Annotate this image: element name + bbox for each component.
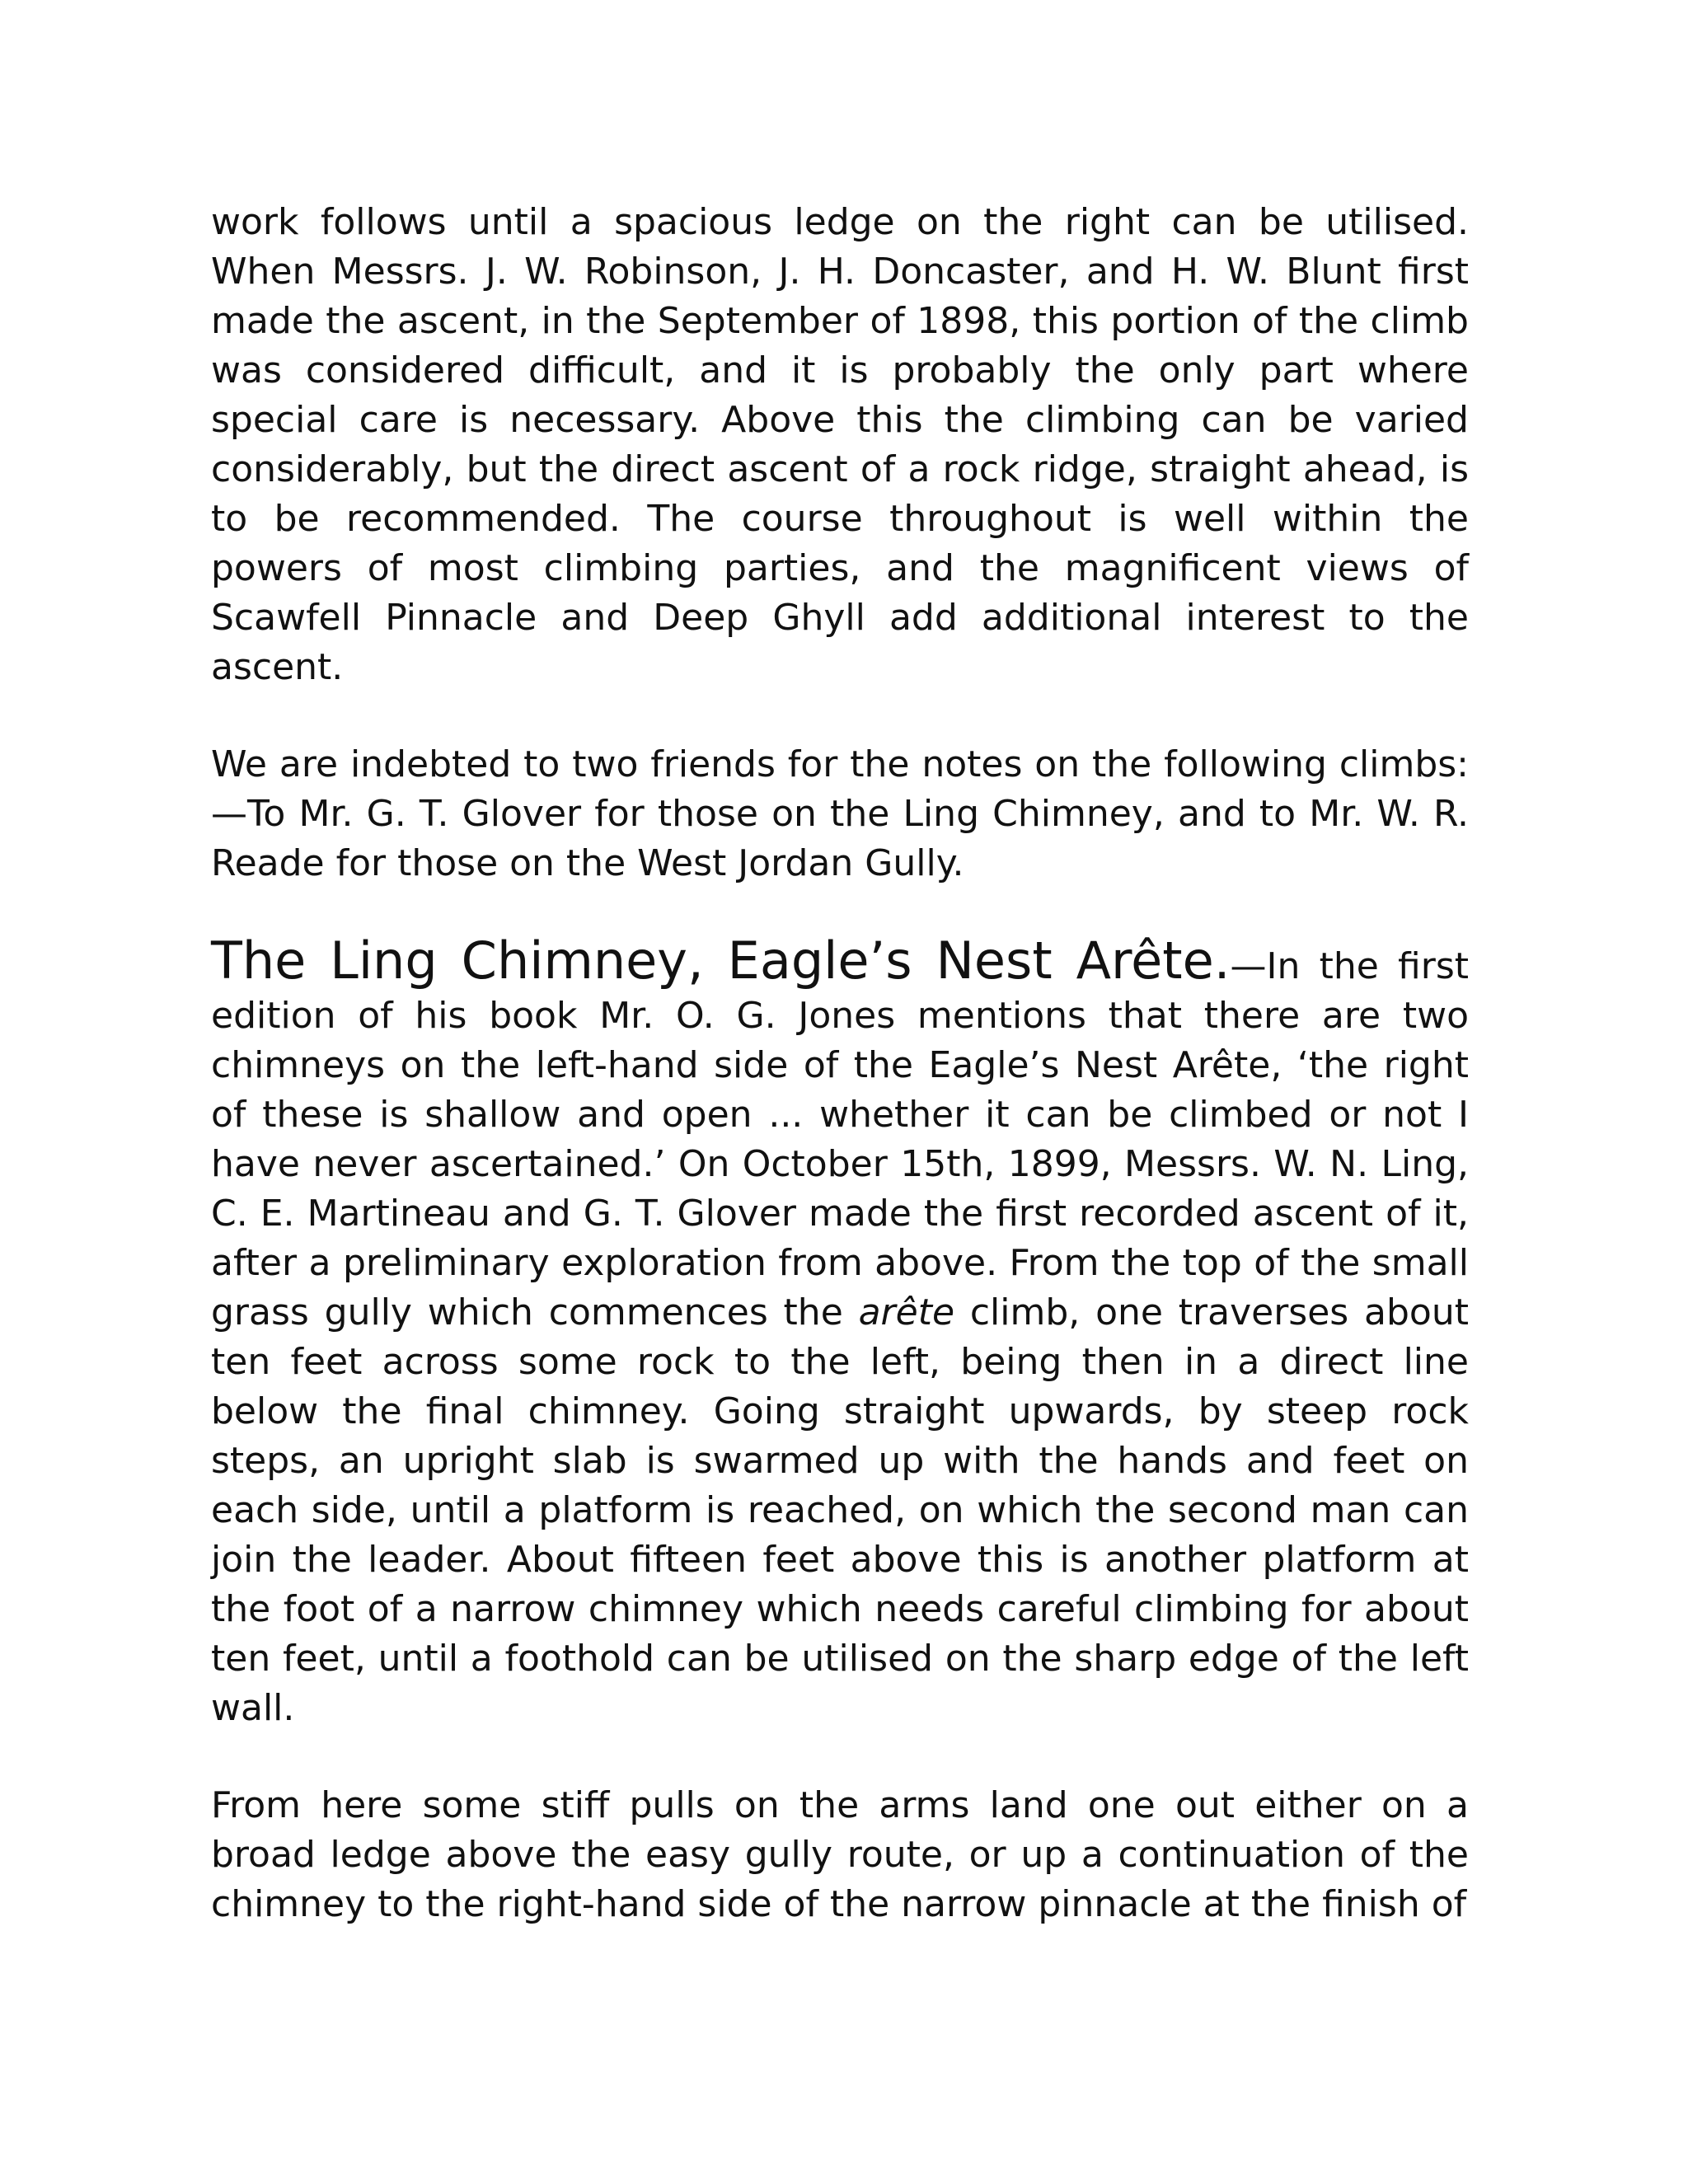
paragraph-3-text-b: climb, one traverses about ten feet across some rock to the left, being then in a direct line below the final chimney. Going straight upwards, by steep rock steps, an upright slab is swarmed up with the hands and feet on each side, until a platform is reached, on which the second man can join the leader. About fifteen feet above this is another platform at the foot of a narrow chimney which needs careful climbing for about ten feet, until a foothold can be utilised on the sharp edge of the left wall. bbox=[211, 1291, 1469, 1729]
paragraph-3-text-a: —In the first edition of his book Mr. O. G. Jones mentions that there are two chimneys on the left-hand side of the Eagle’s Nest Arête, ‘the right of these is shallow and open ... whether it can be climbed or not I have never ascertained.’ On October 15th, 1899, Messrs. W. N. Ling, C. E. Martineau and G. T. Glover made the first recorded ascent of it, after a preliminary exploration from above. From the top of the small grass gully which commences the bbox=[211, 945, 1469, 1333]
paragraph-ling-chimney bbox=[211, 930, 1469, 1733]
paragraph-1: work follows until a spacious ledge on the right can be utilised. When Messrs. J. W. Robinson, J. H. Doncaster, and H. W. Blunt first made the ascent, in the September of 1898, this portion of the climb was considered difficult, and it is probably the only part where special care is necessary. Above this the climbing can be varied considerably, but the direct ascent of a rock ridge, straight ahead, is to be recommended. The course throughout is well within the powers of most climbing parties, and the magnificent views of Scawfell Pinnacle and Deep Ghyll add additional interest to the ascent. bbox=[211, 201, 1469, 688]
paragraph-2: We are indebted to two friends for the notes on the following climbs:—To Mr. G. T. Glover for those on the Ling Chimney, and to Mr. W. R. Reade for those on the West Jordan Gully. bbox=[211, 743, 1469, 884]
emphasis-arete: arête bbox=[858, 1291, 955, 1333]
section-heading: The Ling Chimney, Eagle’s Nest Arête. bbox=[211, 930, 1231, 991]
paragraph-4: From here some stiff pulls on the arms land one out either on a broad ledge above the easy gully route, or up a continuation of the chimney to the right-hand side of the narrow pinnacle at the finish of bbox=[211, 1784, 1469, 1925]
page-body bbox=[211, 198, 1469, 1977]
